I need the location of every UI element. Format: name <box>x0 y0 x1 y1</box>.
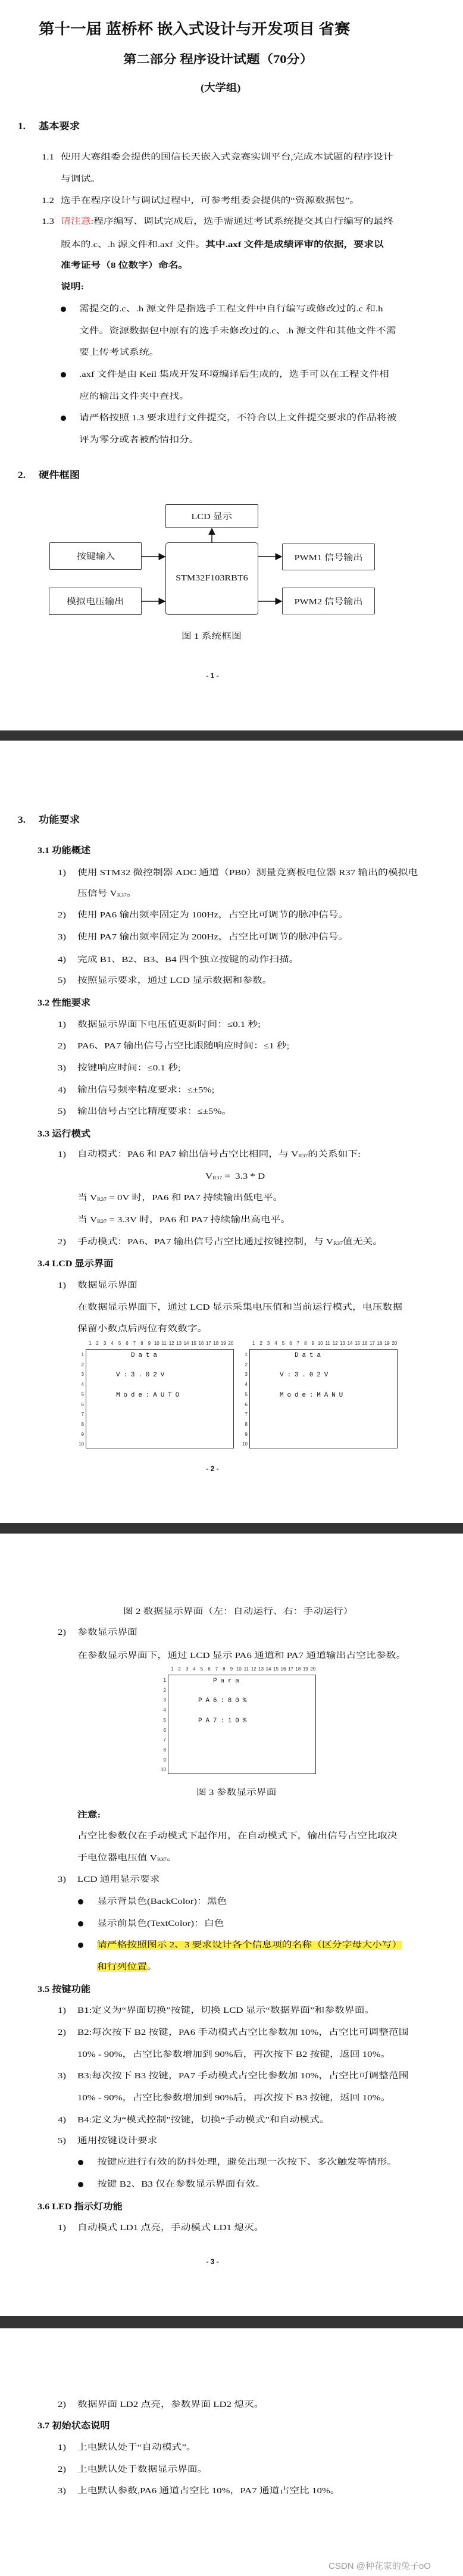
item-number: 3) <box>58 1875 67 1884</box>
item-1-1-line: 与调试。 <box>61 175 101 184</box>
note-label: 说明: <box>61 283 85 292</box>
lcd-column-number: 19 <box>220 1341 226 1346</box>
bullet-line: 评为零分或者被酌情扣分。 <box>79 436 199 445</box>
page-separator <box>0 2316 463 2328</box>
item-text: 通用按键设计要求 <box>77 2137 158 2146</box>
lcd-column-number: 14 <box>265 1666 271 1672</box>
lcd-column-number: 1 <box>170 1666 174 1672</box>
lcd-column-number: 19 <box>302 1666 308 1672</box>
bullet-line: 请严格按照 1.3 要求进行文件提交，不符合以上文件提交要求的作品将被 <box>79 414 397 423</box>
item-text: 按键响应时间：≤0.1 秒; <box>77 1064 181 1073</box>
item-line: 10% - 90%，占空比参数增加到 90%后，再次按下 B2 按键，返回 10%。 <box>77 2050 391 2059</box>
lcd-column-number: 11 <box>161 1341 167 1346</box>
lcd-mockup-auto <box>79 1341 234 1448</box>
key-input-label: 按键输入 <box>76 552 115 561</box>
lcd-row-number: 7 <box>163 1737 166 1743</box>
analog-voltage-label: 模拟电压输出 <box>66 598 124 607</box>
bullet-text: 显示前景色(TextColor)：白色 <box>97 1919 224 1928</box>
subsection-3-6-title: 3.6 LED 指示灯功能 <box>37 2202 123 2212</box>
item-number: 2) <box>58 1628 67 1637</box>
item-number: 5) <box>58 976 67 985</box>
lcd-row-number: 5 <box>245 1391 248 1397</box>
item-1-2-number: 1.2 <box>42 196 54 205</box>
item-text: 自动模式 LD1 点亮，手动模式 LD1 熄灭。 <box>77 2224 264 2232</box>
lcd-row-number: 9 <box>245 1431 248 1437</box>
item-1-1-number: 1.1 <box>42 153 54 162</box>
bullet-line: 要上传考试系统。 <box>79 348 159 357</box>
lcd-row-number: 1 <box>245 1352 248 1357</box>
lcd-column-number: 20 <box>228 1341 234 1346</box>
lcd-column-number: 8 <box>140 1341 143 1346</box>
lcd-column-number: 18 <box>377 1341 383 1346</box>
lcd-row-number: 3 <box>163 1697 166 1703</box>
lcd-row-number: 4 <box>81 1382 84 1388</box>
lcd-column-number: 8 <box>223 1666 226 1672</box>
item-1-2-text: 选手在程序设计与调试过程中，可参考组委会提供的“资源数据包”。 <box>61 196 360 205</box>
lcd-column-number: 10 <box>317 1341 323 1346</box>
lcd-column-number: 5 <box>281 1341 285 1346</box>
item-text: B1:定义为“界面切换”按键，切换 LCD 显示“数据界面”和参数界面。 <box>77 2006 375 2015</box>
item-line: 10% - 90%，占空比参数增加到 90%后，再次按下 B3 按键，返回 10%。 <box>77 2094 391 2103</box>
lcd-row-number: 3 <box>81 1372 84 1378</box>
formula <box>205 1171 265 1183</box>
lcd-column-number: 8 <box>304 1341 307 1346</box>
lcd-row-number: 3 <box>245 1372 248 1378</box>
lcd-title: Para <box>213 1678 243 1685</box>
lcd-column-number: 6 <box>208 1666 211 1672</box>
text: 于电位器电压值 V <box>77 1854 157 1863</box>
text: V <box>205 1172 213 1181</box>
mcu-label: STM32F103RBT6 <box>176 574 248 583</box>
note-label: 注意: <box>77 1811 101 1820</box>
text: 自动模式：PA6 和 PA7 输出信号占空比相同，与 V <box>77 1150 299 1159</box>
lcd-column-number: 3 <box>103 1341 107 1346</box>
subscript: R37 <box>117 892 127 898</box>
document-subtitle: 第二部分 程序设计试题（70分） <box>123 53 314 66</box>
item-text: B4:定义为“模式控制”按键，切换“手动模式”和自动模式。 <box>77 2116 330 2125</box>
text: = 3.3 * D <box>222 1172 265 1181</box>
item-number: 4) <box>58 2116 67 2125</box>
lcd-row-number: 2 <box>163 1687 166 1693</box>
item-number: 2) <box>58 2028 67 2037</box>
lcd-row-number: 6 <box>81 1401 84 1407</box>
item-line: 保留小数点后两位有效数字。 <box>77 1325 208 1334</box>
pwm1-output-label: PWM1 信号输出 <box>294 553 363 563</box>
item-line: B2:每次按下 B2 按键，PA6 手动模式占空比参数加 10%，占空比可调整范围 <box>77 2028 409 2037</box>
bullet-icon <box>78 1899 83 1904</box>
lcd-column-number: 10 <box>154 1341 159 1346</box>
lcd-column-number: 17 <box>205 1341 211 1346</box>
lcd-row-number: 1 <box>81 1352 84 1357</box>
lcd-column-number: 6 <box>126 1341 129 1346</box>
note-line <box>77 1853 177 1865</box>
lcd-mode: Mode:AUTO <box>116 1392 183 1399</box>
key-input-block <box>49 542 142 570</box>
lcd-column-number: 15 <box>191 1341 196 1346</box>
group-label: (大学组) <box>201 82 241 93</box>
lcd-row-number: 10 <box>242 1441 248 1447</box>
lcd-title: Data <box>295 1352 324 1359</box>
item-1-3-line: 准考证号（8 位数字）命名。 <box>61 261 189 270</box>
section-2-number: 2. <box>18 470 26 480</box>
mcu-block <box>165 542 258 615</box>
item-text: 参数显示界面 <box>77 1628 137 1637</box>
item-1-1-line: 使用大赛组委会提供的国信长天嵌入式竞赛实训平台,完成本试题的程序设计 <box>61 153 393 162</box>
page-separator <box>0 1523 463 1534</box>
item-text: 使用 PA7 输出频率固定为 200Hz，占空比可调节的脉冲信号。 <box>77 933 349 942</box>
lcd-column-number: 15 <box>273 1666 279 1672</box>
item-text: 数据显示界面下电压值更新时间：≤0.1 秒; <box>77 1020 261 1029</box>
subsection-3-2-title: 3.2 性能要求 <box>37 998 91 1008</box>
bullet-line <box>97 1962 157 1974</box>
bullet-line: 需提交的.c、.h 源文件是指选手工程文件中自行编写或修改过的.c 和.h <box>79 305 383 314</box>
item-line: 在数据显示界面下，通过 LCD 显示采集电压值和当前运行模式，电压数据 <box>77 1303 402 1312</box>
item-line <box>77 1237 383 1248</box>
notice-bold-text: 其中.axf 文件是成绩评审的依据，要求以 <box>205 241 384 249</box>
subsection-3-5-title: 3.5 按键功能 <box>37 1985 91 1994</box>
lcd-column-number: 19 <box>384 1341 390 1346</box>
lcd-column-number: 2 <box>259 1341 262 1346</box>
item-number: 2) <box>58 1042 67 1051</box>
page-number: - 2 - <box>206 1465 219 1473</box>
item-number: 2) <box>58 1238 67 1247</box>
item-text: 输出信号占空比精度要求：≤±5%。 <box>77 1107 232 1116</box>
item-number: 2) <box>58 2400 67 2409</box>
lcd-row-number: 8 <box>163 1747 166 1753</box>
notice-label: 请注意: <box>61 217 94 226</box>
note-line: 占空比参数仅在手动模式下起作用，在自动模式下，输出信号占空比取决 <box>77 1832 398 1841</box>
lcd-column-number: 6 <box>289 1341 292 1346</box>
lcd-row-number: 7 <box>81 1412 84 1417</box>
bullet-line: .axf 文件是由 Keil 集成开发环境编译后生成的，选手可以在工程文件相 <box>79 370 389 379</box>
subsection-3-1-title: 3.1 功能概述 <box>37 846 91 855</box>
lcd-column-number: 17 <box>287 1666 293 1672</box>
lcd-column-number: 20 <box>392 1341 398 1346</box>
item-line: 使用 STM32 微控制器 ADC 通道（PB0）测量竞赛板电位器 R37 输出的模拟电 <box>77 869 418 878</box>
lcd-column-number: 7 <box>215 1666 218 1672</box>
lcd-column-number: 18 <box>295 1666 301 1672</box>
lcd-row-number: 8 <box>81 1421 84 1427</box>
item-text: 数据显示界面 <box>77 1281 137 1290</box>
lcd-column-number: 9 <box>230 1666 233 1672</box>
lcd-row-number: 4 <box>163 1707 166 1713</box>
notice-text: 程序编写、调试完成后，选手需通过考试系统提交其自行编写的最终 <box>93 217 394 226</box>
section-1-title: 基本要求 <box>39 121 80 132</box>
lcd-column-number: 2 <box>178 1666 181 1672</box>
lcd-column-number: 4 <box>193 1666 196 1672</box>
lcd-column-number: 16 <box>280 1666 286 1672</box>
subsection-3-7-title: 3.7 初始状态说明 <box>37 2421 110 2431</box>
lcd-column-number: 20 <box>310 1666 316 1672</box>
subscript: R37 <box>157 1857 167 1862</box>
highlighted-text: 和行列位置 <box>97 1963 147 1972</box>
lcd-column-number: 9 <box>148 1341 151 1346</box>
item-number: 3) <box>58 2487 67 2496</box>
lcd-row-number: 1 <box>163 1678 166 1683</box>
bullet-text: 按键应进行有效的防抖处理，避免出现一次按下、多次触发等情形。 <box>97 2158 397 2167</box>
item-line: B3:每次按下 B3 按键，PA7 手动模式占空比参数加 10%，占空比可调整范围 <box>77 2072 409 2081</box>
lcd-mode: Mode:MANU <box>280 1392 347 1399</box>
item-number: 1) <box>58 1020 67 1029</box>
lcd-column-number: 5 <box>200 1666 204 1672</box>
lcd-column-number: 7 <box>296 1341 300 1346</box>
item-number: 4) <box>58 1086 67 1095</box>
lcd-column-number: 14 <box>183 1341 189 1346</box>
item-number: 1) <box>58 2006 67 2015</box>
figure-1-caption: 图 1 系统框图 <box>182 632 242 641</box>
section-2-title: 硬件框图 <box>39 470 80 480</box>
lcd-voltage: V:3.02V <box>280 1372 332 1379</box>
item-number: 5) <box>58 2137 67 2146</box>
pwm2-output-label: PWM2 信号输出 <box>294 597 363 607</box>
lcd-column-number: 4 <box>274 1341 277 1346</box>
lcd-column-number: 3 <box>185 1666 189 1672</box>
section-1-number: 1. <box>18 121 26 132</box>
item-text: 输出信号频率精度要求：≤±5%; <box>77 1086 215 1095</box>
lcd-row-number: 2 <box>245 1362 248 1367</box>
item-line: 在参数显示界面下，通过 LCD 显示 PA6 通道和 PA7 通道输出占空比参数。 <box>77 1651 406 1660</box>
lcd-column-number: 7 <box>133 1341 136 1346</box>
analog-voltage-block <box>49 588 142 615</box>
lcd-column-number: 13 <box>176 1341 182 1346</box>
lcd-row-number: 5 <box>81 1391 84 1397</box>
text: = 3.3V 时，PA6 和 PA7 持续输出高电平。 <box>107 1216 291 1225</box>
lcd-pa7-duty: PA7:10% <box>198 1718 251 1725</box>
item-line <box>77 1149 361 1161</box>
section-3-title: 功能要求 <box>39 815 80 825</box>
text: 值无关。 <box>343 1238 383 1247</box>
lcd-row-number: 4 <box>245 1382 248 1388</box>
page-separator <box>0 730 463 741</box>
lcd-column-number: 1 <box>88 1341 92 1346</box>
lcd-column-number: 11 <box>325 1341 330 1346</box>
item-number: 3) <box>58 933 67 942</box>
item-text: LCD 通用显示要求 <box>77 1875 160 1884</box>
item-number: 4) <box>58 956 67 964</box>
bullet-line: 文件。资源数据包中原有的选手未修改过的.c、.h 源文件和其他文件不需 <box>79 327 396 336</box>
lcd-mockup-manual <box>242 1341 398 1448</box>
item-text: 上电默认参数,PA6 通道占空比 10%，PA7 通道占空比 10%。 <box>77 2487 340 2496</box>
lcd-row-number: 9 <box>81 1431 84 1437</box>
lcd-column-number: 12 <box>251 1666 256 1672</box>
lcd-column-number: 16 <box>362 1341 368 1346</box>
item-number: 1) <box>58 1150 67 1159</box>
page-number: - 1 - <box>206 672 219 680</box>
page-number: - 3 - <box>206 2257 219 2266</box>
text: 。 <box>147 1963 157 1972</box>
item-line <box>77 1214 290 1226</box>
item-number: 3) <box>58 1064 67 1073</box>
lcd-row-number: 6 <box>163 1727 166 1733</box>
subscript: R37 <box>333 1241 343 1246</box>
lcd-column-number: 11 <box>243 1666 249 1672</box>
item-line <box>77 888 137 900</box>
lcd-row-number: 10 <box>161 1767 166 1773</box>
lcd-row-number: 2 <box>81 1362 84 1367</box>
item-number: 2) <box>58 911 67 920</box>
text: 。 <box>166 1854 177 1863</box>
lcd-column-number: 14 <box>347 1341 353 1346</box>
bullet-text: 按键 B2、B3 仅在参数显示界面有效。 <box>97 2180 265 2189</box>
lcd-row-number: 8 <box>245 1421 248 1427</box>
bullet-icon <box>78 2182 83 2187</box>
lcd-row-number: 5 <box>163 1717 166 1723</box>
item-text: 上电默认处于“自动模式”。 <box>77 2443 196 2452</box>
text: = 0V 时，PA6 和 PA7 持续输出低电平。 <box>107 1194 283 1203</box>
item-number: 2) <box>58 2465 67 2474</box>
item-number: 1) <box>58 1281 67 1290</box>
item-number: 1) <box>58 869 67 878</box>
figure-2-caption: 图 2 数据显示界面（左：自动运行、右：手动运行） <box>123 1607 353 1616</box>
item-number: 1) <box>58 2443 67 2452</box>
lcd-column-number: 16 <box>198 1341 204 1346</box>
subsection-3-3-title: 3.3 运行模式 <box>37 1129 91 1139</box>
lcd-column-number: 5 <box>118 1341 121 1346</box>
bullet-icon <box>78 2160 83 2165</box>
lcd-pa6-duty: PA6:80% <box>198 1697 251 1704</box>
item-number: 3) <box>58 2072 67 2081</box>
lcd-column-number: 1 <box>252 1341 255 1346</box>
bullet-icon <box>78 1921 83 1926</box>
bullet-line: 应的输出文件夹中查找。 <box>79 392 189 401</box>
lcd-column-number: 9 <box>311 1341 315 1346</box>
item-text: PA6、PA7 输出信号占空比跟随响应时间：≤1 秒; <box>77 1042 290 1051</box>
item-number: 5) <box>58 1107 67 1116</box>
lcd-column-number: 18 <box>213 1341 219 1346</box>
lcd-column-number: 13 <box>340 1341 346 1346</box>
subscript: R37 <box>97 1219 107 1224</box>
text: 当 V <box>77 1216 98 1225</box>
bullet-line <box>97 1940 402 1951</box>
item-text: 上电默认处于数据显示界面。 <box>77 2465 208 2474</box>
lcd-column-number: 15 <box>355 1341 360 1346</box>
item-text: 完成 B1、B2、B3、B4 四个独立按键的动作扫描。 <box>77 956 299 964</box>
lcd-row-number: 7 <box>245 1412 248 1417</box>
lcd-column-number: 13 <box>258 1666 264 1672</box>
lcd-column-number: 17 <box>369 1341 375 1346</box>
item-number: 1) <box>58 2224 67 2232</box>
text: 。 <box>126 889 137 898</box>
lcd-column-number: 12 <box>332 1341 338 1346</box>
csdn-watermark: CSDN @种花家的兔子oO <box>329 2561 431 2571</box>
lcd-row-number: 6 <box>245 1401 248 1407</box>
notice-text: 版本的.c、.h 源文件和.axf 文件。 <box>61 241 206 249</box>
item-text: 数据界面 LD2 点亮，参数界面 LD2 熄灭。 <box>77 2400 264 2409</box>
lcd-row-number: 9 <box>163 1757 166 1763</box>
lcd-display-block <box>165 504 258 528</box>
lcd-row-number: 10 <box>79 1441 84 1447</box>
item-1-3-number: 1.3 <box>42 217 54 226</box>
bullet-text: 显示背景色(BackColor)：黑色 <box>97 1897 227 1906</box>
item-text: 使用 PA6 输出频率固定为 100Hz，占空比可调节的脉冲信号。 <box>77 911 349 920</box>
text: 当 V <box>77 1194 98 1203</box>
lcd-column-number: 10 <box>236 1666 242 1672</box>
lcd-title: Data <box>131 1352 161 1359</box>
subscript: R37 <box>298 1153 308 1159</box>
subsection-3-4-title: 3.4 LCD 显示界面 <box>37 1259 114 1269</box>
text: 的关系如下: <box>308 1150 361 1159</box>
lcd-column-number: 12 <box>168 1341 174 1346</box>
figure-3-caption: 图 3 参数显示界面 <box>196 1788 277 1797</box>
bullet-icon <box>78 1943 83 1948</box>
item-line <box>77 1192 283 1204</box>
subscript: R37 <box>97 1197 107 1202</box>
item-text: 按照显示要求，通过 LCD 显示数据和参数。 <box>77 976 273 985</box>
lcd-column-number: 2 <box>96 1341 99 1346</box>
text: 手动模式：PA6、PA7 输出信号占空比通过按键控制，与 V <box>77 1238 334 1247</box>
highlighted-text: 请严格按照图示 2、3 要求设计各个信息项的名称（区分字母大小写） <box>97 1941 402 1950</box>
section-3-number: 3. <box>18 815 26 825</box>
lcd-mockup-param <box>161 1666 316 1774</box>
lcd-display-label: LCD 显示 <box>191 513 233 522</box>
text: 压信号 V <box>77 889 117 898</box>
subscript: R37 <box>212 1175 223 1181</box>
lcd-column-number: 3 <box>267 1341 270 1346</box>
document-title: 第十一届 蓝桥杯 嵌入式设计与开发项目 省赛 <box>39 21 351 38</box>
lcd-column-number: 4 <box>111 1341 114 1346</box>
pwm2-output-block <box>282 588 375 614</box>
lcd-voltage: V:3.02V <box>116 1372 168 1379</box>
pwm1-output-block <box>282 544 375 570</box>
